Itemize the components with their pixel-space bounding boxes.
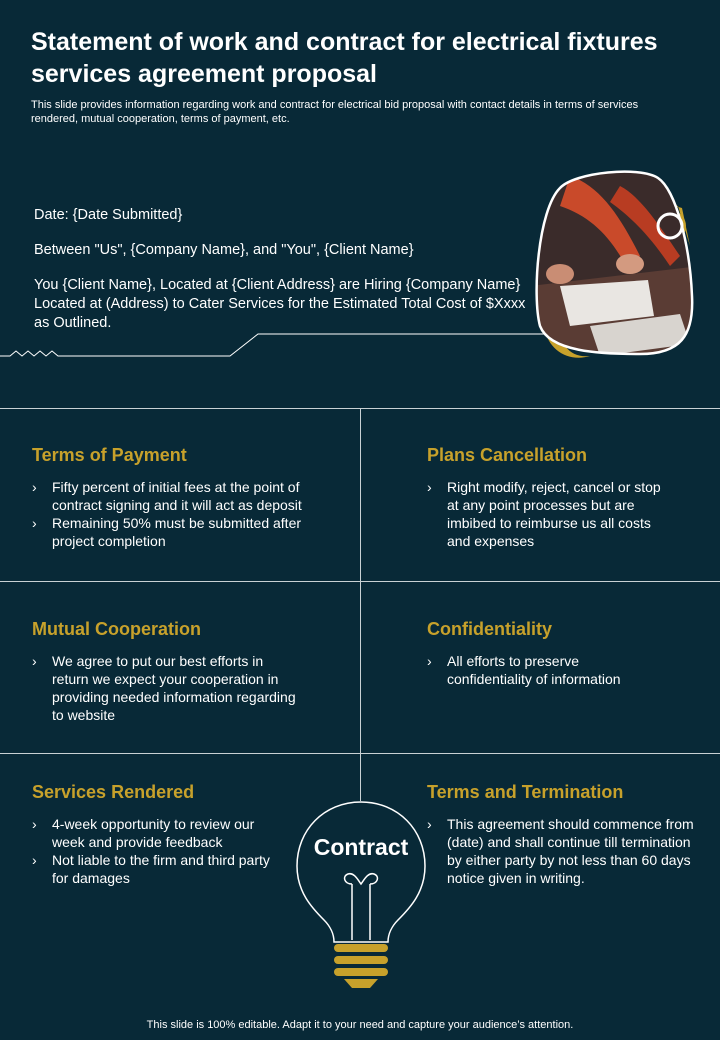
list-item: › All efforts to preserve confidentiality of information [427, 653, 621, 687]
chevron-icon: › [32, 515, 37, 531]
bulb-cord [360, 753, 361, 801]
section-confidentiality [427, 618, 667, 688]
section-terms-and-termination [427, 781, 697, 887]
contract-label: Contract [313, 834, 409, 860]
section-mutual-cooperation [32, 618, 302, 724]
list-item: › This agreement should commence from (date) and shall continue till termination by either party by not less than 60 days notice given in writing. [427, 816, 694, 886]
lightbulb-icon [292, 800, 430, 990]
list-item: › Not liable to the firm and third party for damages [32, 852, 270, 886]
section-title: Terms and Termination [427, 782, 624, 802]
chevron-icon: › [32, 653, 37, 669]
section-terms-of-payment [32, 444, 332, 550]
section-title: Terms of Payment [32, 445, 187, 465]
list-item: › We agree to put our best efforts in return we expect your cooperation in providing needed information regarding to website [32, 653, 296, 723]
between-line: Between "Us", {Company Name}, and "You", {Client Name} [34, 242, 414, 258]
page-subtitle: This slide provides information regarding work and contract for electrical bid proposal with contact details in terms of services rendered, mutual cooperation, terms of payment, etc. [31, 99, 639, 125]
section-title: Plans Cancellation [427, 445, 588, 465]
list-item: › Fifty percent of initial fees at the point of contract signing and it will act as deposit [32, 479, 302, 513]
section-plans-cancellation [427, 444, 667, 550]
chevron-icon: › [427, 653, 432, 669]
chevron-icon: › [427, 479, 432, 495]
chevron-icon: › [32, 852, 37, 868]
chevron-icon: › [32, 479, 37, 495]
handshake-photo [530, 166, 700, 362]
chevron-icon: › [32, 816, 37, 832]
list-item: › Remaining 50% must be submitted after project completion [32, 515, 302, 549]
list-item: › 4-week opportunity to review our week and provide feedback [32, 816, 255, 850]
section-services-rendered [32, 781, 272, 887]
grid-divider-vertical [360, 408, 361, 753]
footer-note: This slide is 100% editable. Adapt it to your need and capture your audience’s attention. [146, 1019, 574, 1031]
date-line: Date: {Date Submitted} [34, 207, 183, 223]
chevron-icon: › [427, 816, 432, 832]
page-title: Statement of work and contract for electrical fixtures services agreement proposal [31, 28, 658, 88]
list-item: › Right modify, reject, cancel or stop at any point processes but are imbibed to reimburse us all costs and expenses [427, 479, 661, 549]
intro-body: You {Client Name}, Located at {Client Address} are Hiring {Company Name} Located at (Address) to Cater Services for the Estimated Total Cost of $Xxxx as Outlined. [34, 277, 526, 331]
section-title: Mutual Cooperation [32, 619, 201, 639]
section-title: Services Rendered [32, 782, 195, 802]
section-title: Confidentiality [427, 619, 552, 639]
intro-underline [0, 322, 560, 362]
